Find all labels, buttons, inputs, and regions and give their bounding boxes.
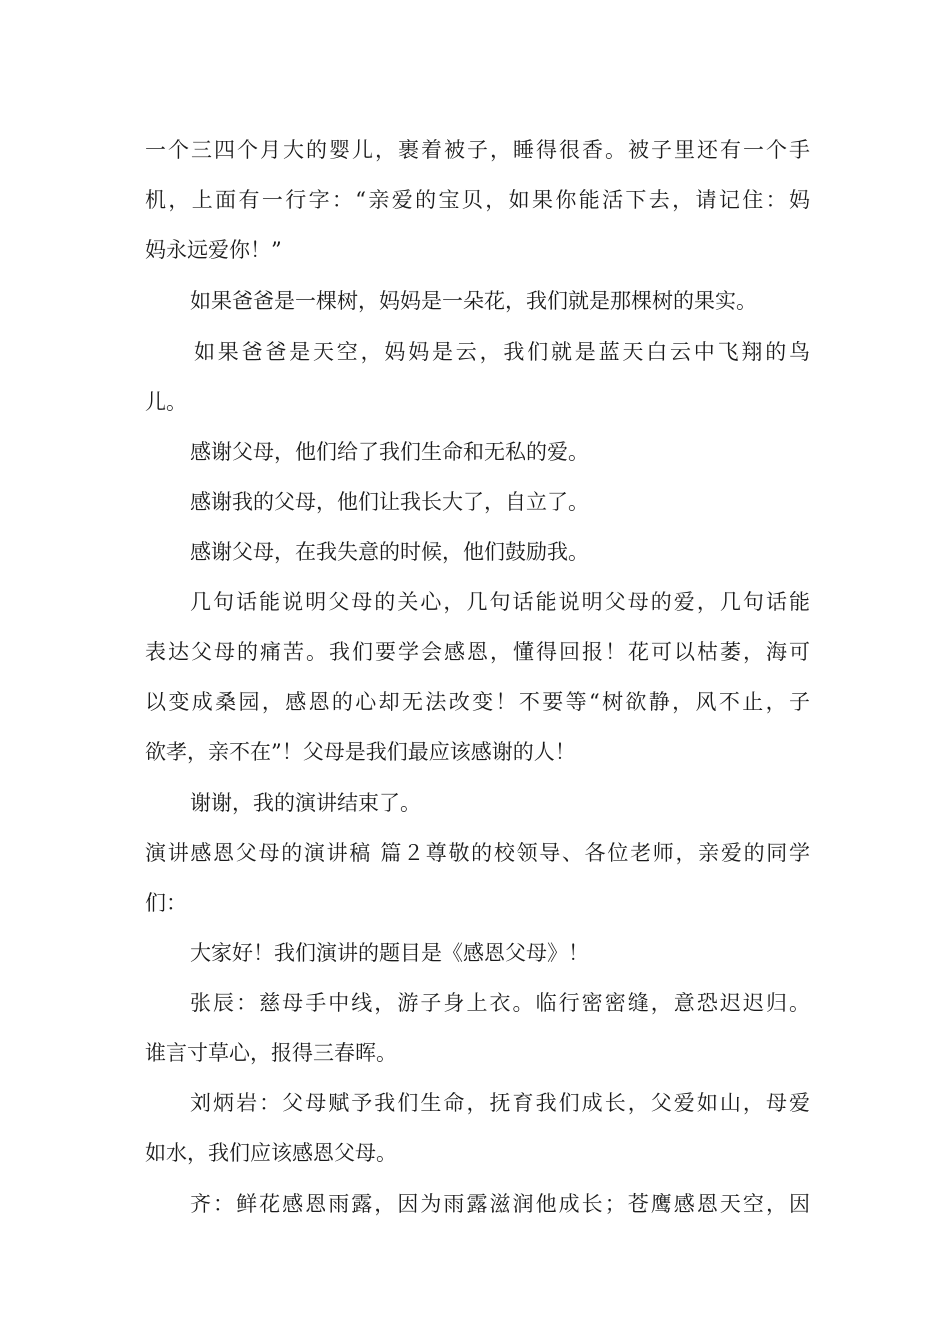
text-line: 齐：鲜花感恩雨露，因为雨露滋润他成长；苍鹰感恩天空，因 — [190, 1192, 810, 1216]
text-line: 感谢父母，他们给了我们生命和无私的爱。 — [190, 440, 589, 464]
text-line: 谁言寸草心，报得三春晖。 — [145, 1041, 397, 1065]
text-line: 演讲感恩父母的演讲稿 篇２尊敬的校领导、各位老师，亲爱的同学 — [145, 841, 810, 865]
text-line: 机，上面有一行字：“亲爱的宝贝，如果你能活下去，请记住：妈 — [145, 188, 810, 212]
text-line: 们： — [145, 891, 187, 915]
text-line: 以变成桑园，感恩的心却无法改变！不要等“树欲静，风不止，子 — [145, 690, 810, 714]
text-line: 如水，我们应该感恩父母。 — [145, 1141, 397, 1165]
text-line: 如果爸爸是天空，妈妈是云，我们就是蓝天白云中飞翔的鸟 — [194, 340, 810, 364]
text-line: 大家好！我们演讲的题目是《感恩父母》！ — [190, 941, 589, 965]
text-line: 谢谢，我的演讲结束了。 — [190, 791, 421, 815]
text-line: 妈永远爱你！” — [145, 238, 282, 262]
text-line: 表达父母的痛苦。我们要学会感恩，懂得回报！花可以枯萎，海可 — [145, 640, 810, 664]
text-line: 张辰：慈母手中线，游子身上衣。临行密密缝，意恐迟迟归。 — [190, 991, 810, 1015]
text-line: 感谢父母，在我失意的时候，他们鼓励我。 — [190, 540, 589, 564]
text-line: 欲孝，亲不在”！父母是我们最应该感谢的人！ — [145, 740, 576, 764]
text-line: 刘炳岩：父母赋予我们生命，抚育我们成长，父爱如山，母爱 — [190, 1091, 810, 1115]
text-line: 如果爸爸是一棵树，妈妈是一朵花，我们就是那棵树的果实。 — [190, 289, 757, 313]
text-line: 几句话能说明父母的关心，几句话能说明父母的爱，几句话能 — [190, 590, 810, 614]
text-line: 儿。 — [145, 390, 187, 414]
text-line: 感谢我的父母，他们让我长大了，自立了。 — [190, 490, 589, 514]
text-line: 一个三四个月大的婴儿，裹着被子，睡得很香。被子里还有一个手 — [145, 138, 810, 162]
